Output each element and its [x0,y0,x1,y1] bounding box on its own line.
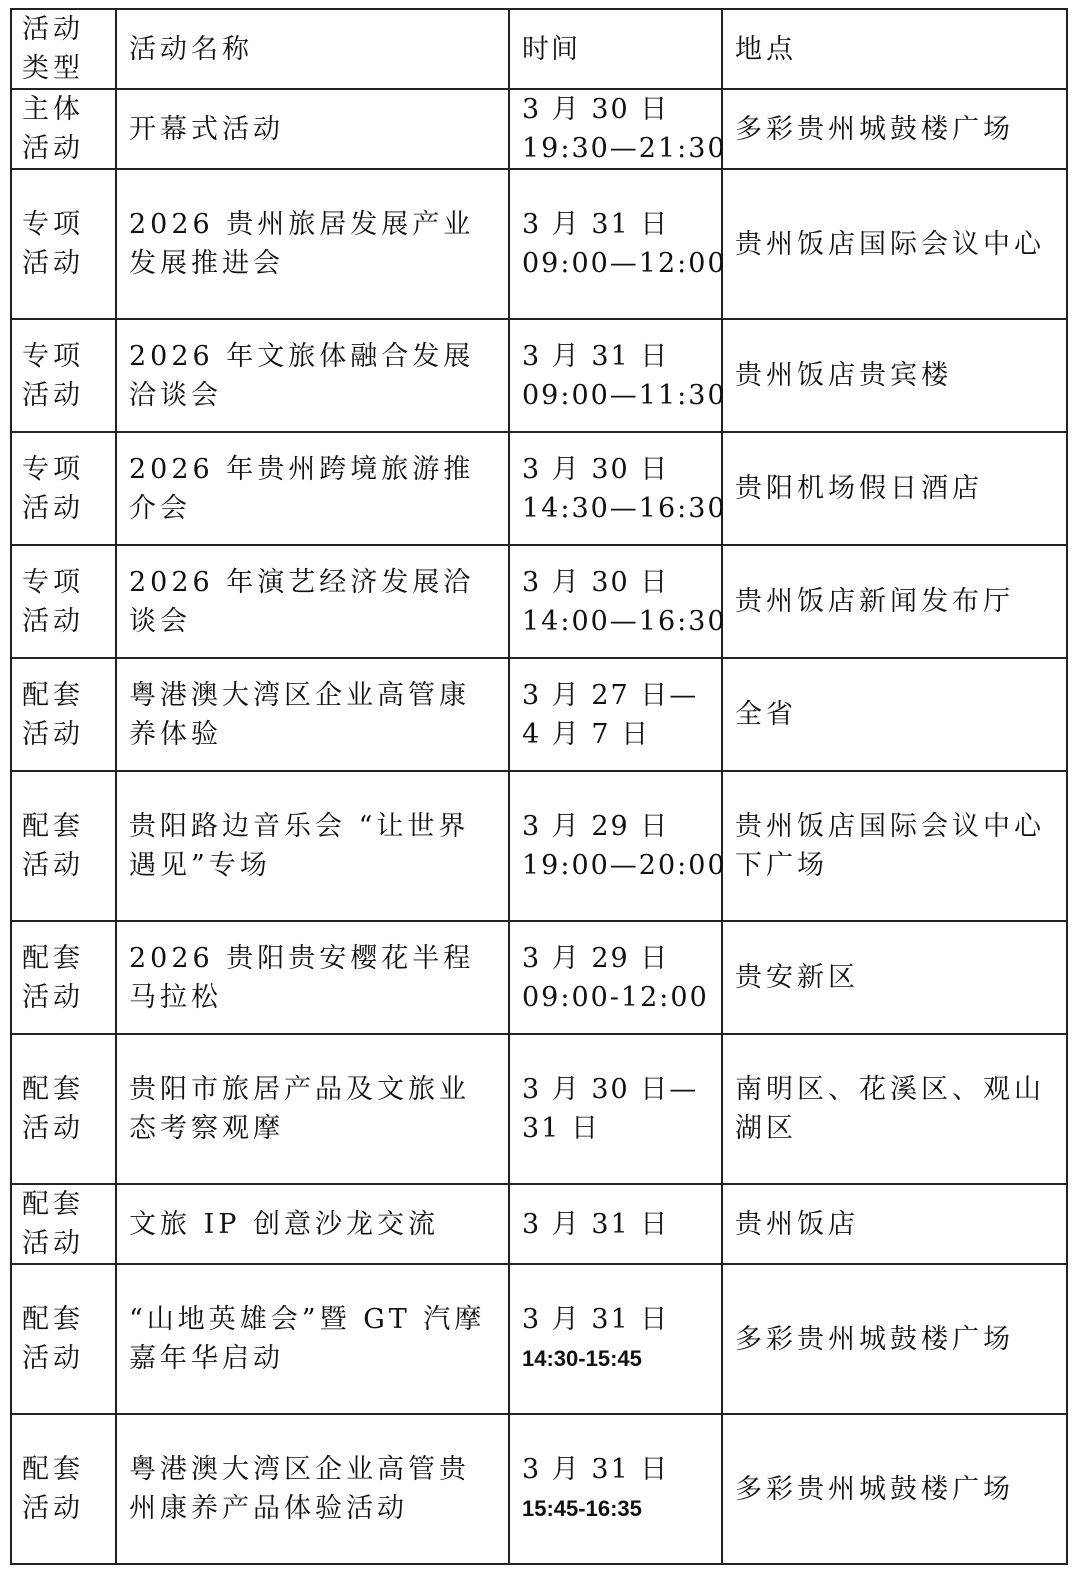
cell-name: 2026 贵阳贵安樱花半程马拉松 [116,921,509,1034]
time-date: 3 月 27 日—4 月 7 日 [522,679,699,750]
header-time: 时间 [509,9,722,89]
time-date: 3 月 31 日 [522,1208,670,1240]
cell-name: 2026 年演艺经济发展洽谈会 [116,545,509,658]
cell-place: 贵州饭店贵宾楼 [722,319,1067,432]
time-hours: 14:30—16:30 [522,492,727,524]
table-row [11,89,1067,169]
time-hours: 14:30-15:45 [522,1346,642,1371]
cell-type [11,169,116,319]
cell-place: 贵州饭店国际会议中心 [722,169,1067,319]
cell-place: 贵州饭店国际会议中心下广场 [722,771,1067,921]
cell-type [11,1034,116,1184]
cell-place: 南明区、花溪区、观山湖区 [722,1034,1067,1184]
cell-name: 贵阳市旅居产品及文旅业态考察观摩 [116,1034,509,1184]
cell-type [11,545,116,658]
table-row [11,545,1067,658]
type-line: 活动 [22,133,84,164]
table-row [11,1184,1067,1264]
type-line: 专项 [22,340,84,372]
time-date: 3 月 30 日 [522,453,670,485]
cell-name: 贵阳路边音乐会 “让世界遇见”专场 [116,771,509,921]
type-line: 活动 [22,1343,84,1374]
time-date: 3 月 31 日 [522,1304,670,1335]
time-date: 3 月 29 日 [522,811,670,842]
type-line: 活动 [22,718,84,750]
type-line: 活动 [22,1113,84,1144]
time-date: 3 月 29 日 [522,942,670,974]
type-line: 配套 [22,1074,84,1105]
cell-place: 全省 [722,658,1067,771]
type-line: 活动 [22,379,84,411]
cell-time [509,169,727,319]
header-type [11,9,116,89]
type-line: 活动 [22,1228,84,1259]
cell-type [11,89,116,169]
type-line: 配套 [22,679,84,711]
cell-name: 2026 贵州旅居发展产业发展推进会 [116,169,509,319]
cell-time [509,921,722,1034]
cell-place: 多彩贵州城鼓楼广场 [722,89,1067,169]
time-hours: 14:00—16:30 [522,605,727,637]
time-hours: 09:00-12:00 [522,981,709,1013]
type-line: 活动 [22,492,84,524]
cell-type [11,432,116,545]
cell-time [509,658,722,771]
type-line: 配套 [22,811,84,842]
time-date: 3 月 30 日 [522,566,670,598]
type-line: 活动 [22,248,84,279]
cell-place: 贵安新区 [722,921,1067,1034]
type-line: 配套 [22,1189,84,1220]
time-hours: 09:00—12:00 [522,248,727,279]
table-row [11,1034,1067,1184]
table-row [11,921,1067,1034]
cell-time [509,89,727,169]
type-line: 专项 [22,209,84,240]
type-line: 专项 [22,566,84,598]
cell-place: 贵州饭店新闻发布厅 [722,545,1067,658]
cell-name: 文旅 IP 创意沙龙交流 [116,1184,509,1264]
type-line: 配套 [22,1304,84,1335]
table-row [11,658,1067,771]
type-line: 活动 [22,1493,84,1524]
time-date: 3 月 31 日 [522,1454,670,1485]
type-line: 配套 [22,1454,84,1485]
cell-type [11,1264,116,1414]
cell-time [509,545,727,658]
cell-time [509,1034,722,1184]
cell-time [509,771,727,921]
type-line: 活动 [22,850,84,881]
table-row [11,432,1067,545]
type-line: 主体 [22,94,84,125]
cell-time [509,319,727,432]
header-type-line: 活动 [22,14,84,45]
cell-type [11,771,116,921]
header-place: 地点 [722,9,1067,89]
time-hours: 09:00—11:30 [522,379,727,411]
table-row [11,771,1067,921]
table-row [11,169,1067,319]
cell-place: 多彩贵州城鼓楼广场 [722,1414,1067,1564]
cell-name: 2026 年文旅体融合发展洽谈会 [116,319,509,432]
cell-place: 贵阳机场假日酒店 [722,432,1067,545]
header-name: 活动名称 [116,9,509,89]
cell-name: “山地英雄会”暨 GT 汽摩嘉年华启动 [116,1264,509,1414]
cell-type [11,1184,116,1264]
cell-time [509,1184,722,1264]
header-type-line: 类型 [22,53,84,84]
cell-name: 2026 年贵州跨境旅游推介会 [116,432,509,545]
cell-type [11,921,116,1034]
time-hours: 19:30—21:30 [522,133,727,164]
time-date: 3 月 30 日—31 日 [522,1074,699,1144]
cell-type [11,1414,116,1564]
time-hours: 19:00—20:00 [522,850,727,881]
time-date: 3 月 31 日 [522,340,670,372]
table-row [11,319,1067,432]
cell-place: 多彩贵州城鼓楼广场 [722,1264,1067,1414]
cell-name: 开幕式活动 [116,89,509,169]
table-row [11,1414,1067,1564]
cell-time [509,1414,722,1564]
type-line: 活动 [22,605,84,637]
time-date: 3 月 30 日 [522,94,670,125]
cell-name: 粤港澳大湾区企业高管贵州康养产品体验活动 [116,1414,509,1564]
cell-type [11,319,116,432]
time-date: 3 月 31 日 [522,209,670,240]
type-line: 活动 [22,981,84,1013]
cell-time [509,1264,722,1414]
table-body [11,89,1067,1564]
time-hours: 15:45-16:35 [522,1496,642,1521]
cell-name: 粤港澳大湾区企业高管康养体验 [116,658,509,771]
cell-place: 贵州饭店 [722,1184,1067,1264]
type-line: 配套 [22,942,84,974]
cell-time [509,432,727,545]
type-line: 专项 [22,453,84,485]
cell-type [11,658,116,771]
table-header-row [11,9,1067,89]
event-schedule-table [10,8,1068,1565]
table-row [11,1264,1067,1414]
